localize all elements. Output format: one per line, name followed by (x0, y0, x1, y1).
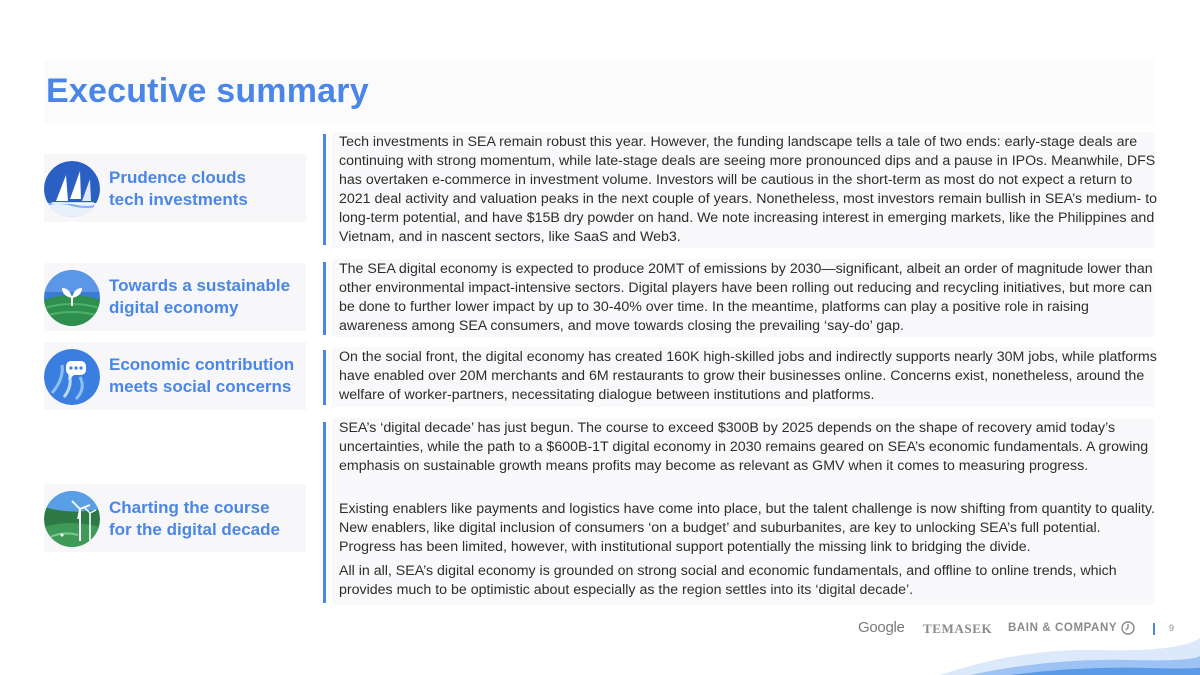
section-accent-bar (323, 422, 326, 603)
section-label (109, 167, 319, 211)
section-paragraph: Existing enablers like payments and logistics have come into place, but the talent challenge is now shifting from quantity to quality. New enablers, like digital inclusion of consumers ‘on a budget’ and suburbanites, are key to unlocking SEA’s full potential. Progress has been limited, however, with institutional support potentially the missing link to bridging the divide. (339, 501, 1155, 555)
section-label-line1: Economic contribution (109, 355, 295, 374)
section-paragraph: SEA’s ‘digital decade’ has just begun. The course to exceed $300B by 2025 depends on the shape of recovery amid today’s uncertainties, while the path to a $600B-1T digital economy in 2030 remains geared on SEA’s economic fundamentals. A growing emphasis on sustainable growth means profits may become as relevant as GMV when it comes to measuring progress. (339, 420, 1149, 474)
wind-turbine-icon (44, 491, 100, 547)
section-accent-bar (323, 262, 326, 335)
sailboats-icon (44, 161, 100, 217)
google-logo: Google (858, 619, 905, 636)
bain-logo: BAIN & COMPANY (1008, 622, 1118, 634)
section-label-line2: digital economy (109, 298, 239, 317)
section-label-line1: Prudence clouds (109, 168, 246, 187)
section-label-line2: for the digital decade (109, 520, 280, 539)
page-number: 9 (1169, 623, 1175, 633)
decorative-wave (900, 630, 1200, 675)
chat-bubble-icon (44, 349, 100, 405)
section-label (109, 354, 319, 398)
section-label-line2: meets social concerns (109, 377, 292, 396)
section-label-line1: Towards a sustainable (109, 276, 291, 295)
temasek-logo: TEMASEK (923, 621, 993, 636)
section-accent-bar (323, 350, 326, 405)
section-paragraph: On the social front, the digital economy has created 160K high-skilled jobs and indirectly supports nearly 30M jobs, while platforms have enabled over 20M merchants and 6M restaurants to grow their businesses online. Concerns exist, nonetheless, around the welfare of worker-partners, necessitating dialogue between institutions and platforms. (339, 349, 1157, 403)
section-paragraph: All in all, SEA’s digital economy is grounded on strong social and economic fundamentals, and offline to online trends, which provides much to be optimistic about especially as the region settles into its ‘digital decade’. (339, 563, 1117, 598)
section-label (109, 497, 319, 541)
sprout-icon (44, 270, 100, 326)
section-label-line2: tech investments (109, 190, 248, 209)
section-paragraph: The SEA digital economy is expected to produce 20MT of emissions by 2030—significant, albeit an order of magnitude lower than other environmental impact-intensive sectors. Digital players have been rolling out reducing and recycling initiatives, but more can be done to further lower impact by up to 30-40% over time. In the meantime, platforms can play a positive role in raising awareness among SEA consumers, and move towards closing the prevailing ‘say-do’ gap. (339, 261, 1153, 334)
section-accent-bar (323, 134, 326, 245)
section-label-line1: Charting the course (109, 498, 270, 517)
section-paragraph: Tech investments in SEA remain robust this year. However, the funding landscape tells a tale of two ends: early-stage deals are continuing with strong momentum, while late-stage deals are seeing more pronounced dips and a pause in IPOs. Meanwhile, DFS has overtaken e-commerce in investment volume. Investors will be cautious in the short-term as most do not expect a return to 2021 deal activity and valuation peaks in the next couple of years. Nonetheless, most investors remain bullish in SEA’s medium- to long-term potential, and have $15B dry powder on hand. We note increasing interest in emerging markets, like the Philippines and Vietnam, and in nascent sectors, like SaaS and Web3. (339, 134, 1158, 245)
section-label (109, 275, 319, 319)
page-title: Executive summary (46, 72, 369, 110)
